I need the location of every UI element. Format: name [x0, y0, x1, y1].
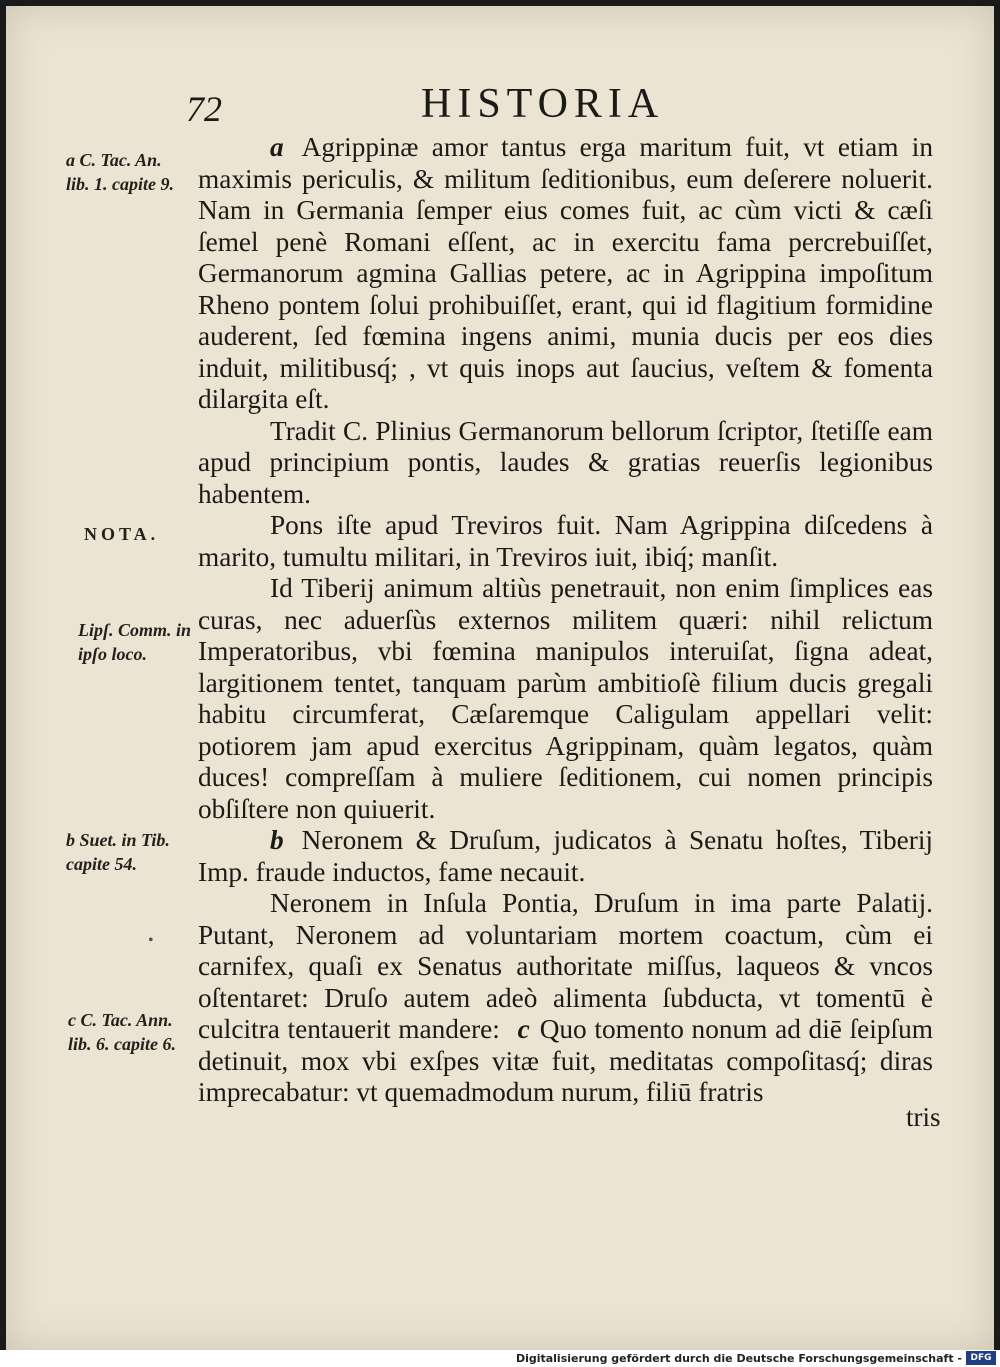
paragraph-text: Tradit C. Plinius Germanorum bellorum ſcriptor, ſtetiſſe eam apud principium pontis, laudes & gratias reuerſis legionibus habentem.	[198, 415, 933, 509]
margin-note-tacitus-annals-6	[68, 1008, 176, 1056]
margin-note-tacitus-annals-1	[66, 148, 174, 196]
ink-blot-mark: •	[148, 932, 154, 949]
dfg-logo	[966, 1351, 996, 1365]
digitization-footer	[0, 1350, 1000, 1367]
margin-note-suetonius	[66, 828, 170, 876]
paragraph-text: Quo tomento nonum ad diē ſeipſum detinuit, mox vbi exſpes vitæ fuit, meditatas compoſitasq́; diras imprecabatur: vt quemadmodum nurum, filiū fratris	[198, 1014, 933, 1107]
margin-note-text: NOTA.	[84, 524, 160, 544]
margin-note-text: Lipſ. Comm. in ipſo loco.	[78, 620, 192, 664]
margin-note-text: b Suet. in Tib. capite 54.	[66, 830, 170, 874]
paragraph-1	[198, 132, 933, 416]
dfg-logo-text: DFG	[970, 1353, 992, 1363]
margin-note-lipsius	[78, 618, 191, 666]
paragraph-2	[198, 416, 933, 511]
book-page	[6, 6, 994, 1350]
running-head: HISTORIA	[421, 81, 665, 127]
page-number: 72	[186, 89, 222, 129]
paragraph-5	[198, 825, 933, 888]
paragraph-3	[198, 510, 933, 573]
paragraph-text: Pons iſte apud Treviros fuit. Nam Agrippina diſcedens à marito, tumultu militari, in Treviros iuit, ibiq́; manſit.	[198, 510, 933, 572]
margin-note-text: a C. Tac. An. lib. 1. capite 9.	[66, 150, 174, 194]
paragraph-text: Neronem & Druſum, judicatos à Senatu hoſtes, Tiberij Imp. fraude inductos, fame necauit.	[198, 825, 933, 887]
paragraph-text: Id Tiberij animum altiùs penetrauit, non enim ſimplices eas curas, nec aduerſùs externos militem quæri: nihil relictum Imperatoribus, vbi fœmina manipulos interuiſat, ſigna adeat, largitionem tentet, tanquam parùm ambitioſè filium ducis gregali habitu circumferat, Cæſaremque Caligulam appellari velit: potiorem jam apud exercitus Agrippinam, quàm legatos, quàm duces! compreſſam à muliere ſeditionem, cui nomen principis obſiſtere non quiuerit.	[198, 573, 933, 824]
catchword: tris	[906, 1102, 941, 1132]
margin-note-nota	[84, 522, 159, 546]
margin-note-text: c C. Tac. Ann. lib. 6. capite 6.	[68, 1010, 176, 1054]
footer-credit-text: Digitalisierung gefördert durch die Deutsche Forschungsgemeinschaft -	[515, 1352, 962, 1365]
paragraph-6	[198, 888, 933, 1109]
footnote-marker: b	[270, 825, 284, 855]
footnote-marker: c	[517, 1014, 530, 1044]
paragraph-4	[198, 573, 933, 825]
paragraph-text: Agrippinæ amor tantus erga maritum fuit, vt etiam in maximis periculis, & militum ſeditionibus, eum deſerere noluerit. Nam in Germania ſemper eius comes fuit, ac cùm victi & cæſi ſemel penè Romani eſſent, ac in exercitu fama percrebuiſſet, Germanorum agmina Gallias petere, ac in Agrippina impoſitum Rheno pontem ſolui prohibuiſſet, erant, qui id flagitium formidine auderent, ſed fœmina ingens animi, munia ducis per eos dies induit, militibusq́; , vt quis inops aut ſaucius, veſtem & fomenta dilargita eſt.	[198, 132, 933, 414]
footnote-marker: a	[270, 132, 284, 162]
paragraph-text: Neronem in Inſula Pontia, Druſum in ima parte Palatij. Putant, Neronem ad voluntariam mortem coactum, cùm ei carnifex, quaſi ex Senatus authoritate miſſus, laqueos & vncos oſtentaret: Druſo autem adeò alimenta ſubducta, vt tomentū è culcitra tentauerit mandere:	[198, 888, 933, 1044]
body-text	[198, 132, 933, 1109]
